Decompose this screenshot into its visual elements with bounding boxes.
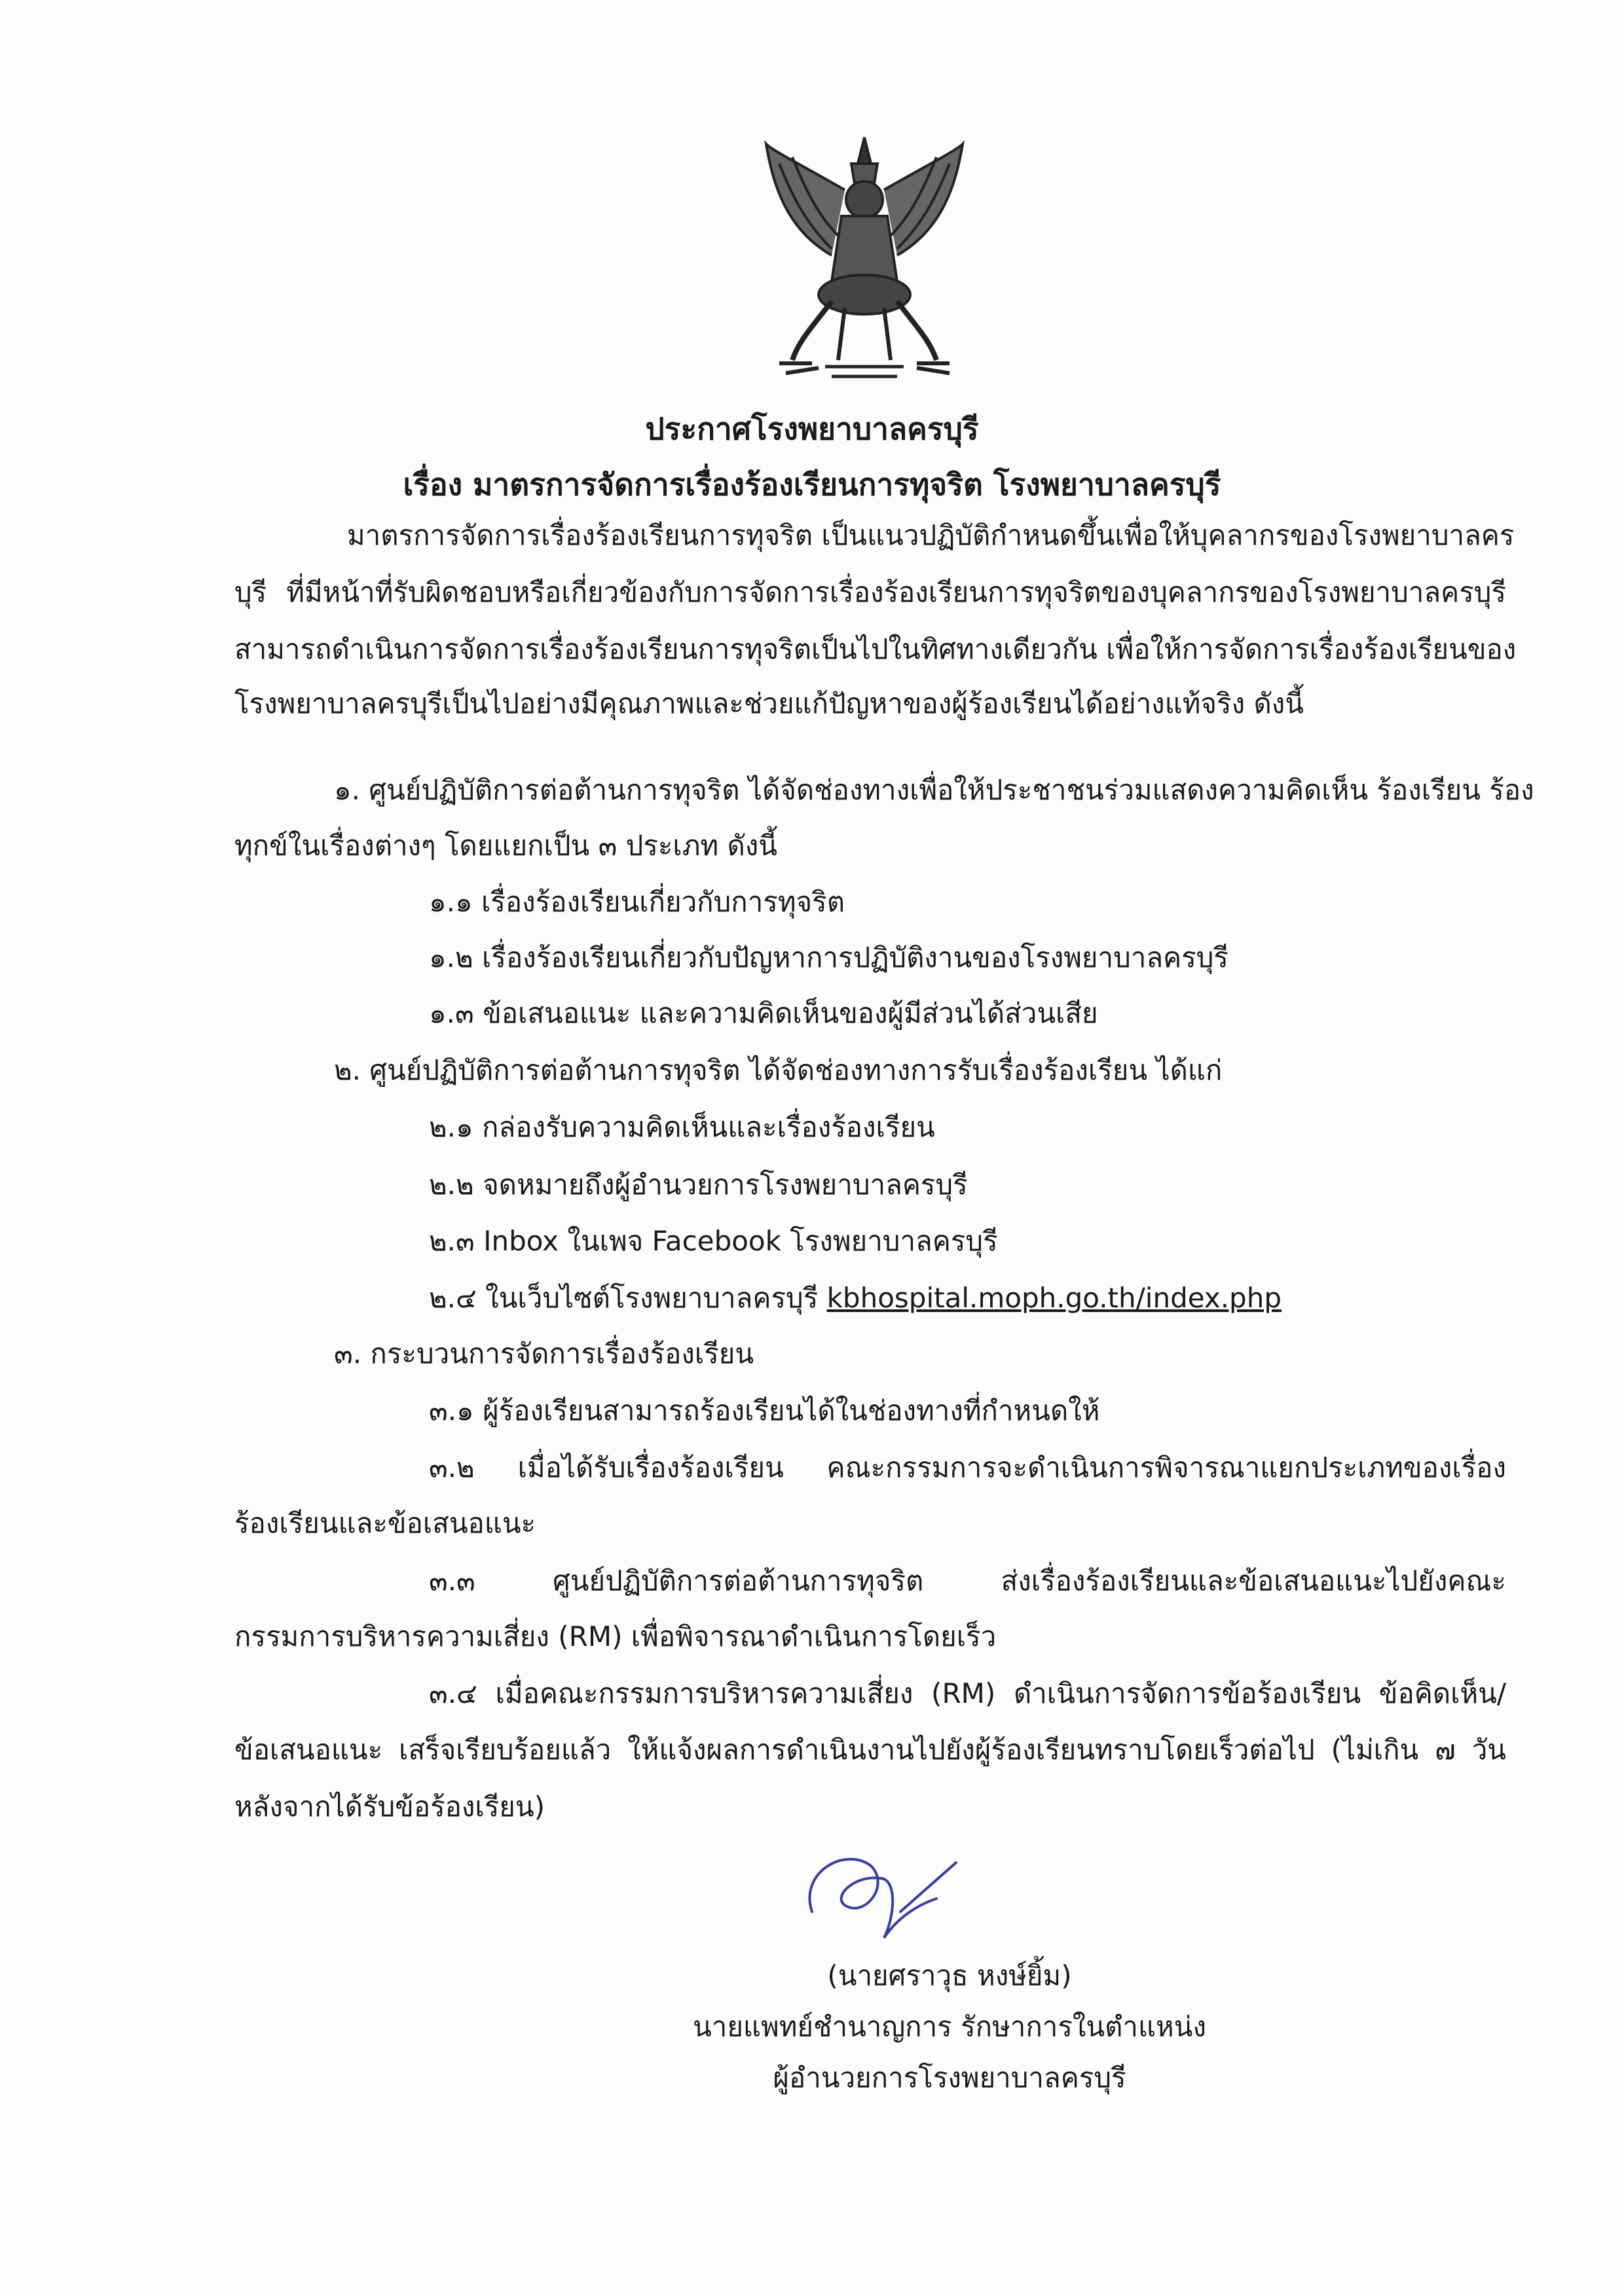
section-2-heading: ๒. ศูนย์ปฏิบัติการต่อต้านการทุจริต ได้จัดช่องทางการรับเรื่องร้องเรียน ได้แก่ bbox=[334, 1054, 1223, 1086]
section-2-item: ๒.๓ Inbox ในเพจ Facebook โรงพยาบาลครบุรี bbox=[429, 1225, 998, 1257]
section-2-item: ๒.๑ กล่องรับความคิดเห็นและเรื่องร้องเรียน bbox=[429, 1111, 935, 1143]
section-1-item: ๑.๑ เรื่องร้องเรียนเกี่ยวกับการทุจริต bbox=[429, 886, 845, 918]
signatory-position: นายแพทย์ชำนาญการ รักษาการในตำแหน่ง bbox=[693, 2011, 1206, 2043]
intro-line-3: สามารถดำเนินการจัดการเรื่องร้องเรียนการทุจริตเป็นไปในทิศทางเดียวกัน เพื่อให้การจัดการเรื่องร้องเรียนของ bbox=[234, 633, 1517, 665]
section-3-item-cont: ข้อเสนอแนะ เสร็จเรียบร้อยแล้ว ให้แจ้งผลการดำเนินงานไปยังผู้ร้องเรียนทราบโดยเร็วต่อไป (ไม่เกิน ๗ วัน bbox=[234, 1734, 1506, 1766]
document-title: ประกาศโรงพยาบาลครบุรี bbox=[645, 411, 979, 446]
section-3-item-cont: ร้องเรียนและข้อเสนอแนะ bbox=[234, 1507, 536, 1539]
hospital-website-link[interactable]: kbhospital.moph.go.th/index.php bbox=[826, 1282, 1282, 1314]
section-1-item: ๑.๒ เรื่องร้องเรียนเกี่ยวกับปัญหาการปฏิบัติงานของโรงพยาบาลครบุรี bbox=[429, 941, 1228, 974]
section-3-item: ๓.๓ ศูนย์ปฏิบัติการต่อต้านการทุจริต ส่งเรื่องร้องเรียนและข้อเสนอแนะไปยังคณะ bbox=[429, 1565, 1506, 1597]
intro-line-4: โรงพยาบาลครบุรีเป็นไปอย่างมีคุณภาพและช่วยแก้ปัญหาของผู้ร้องเรียนได้อย่างแท้จริง ดังนี้ bbox=[234, 687, 1304, 720]
section-2-item bbox=[429, 1279, 1282, 1318]
section-2-item: ๒.๒ จดหมายถึงผู้อำนวยการโรงพยาบาลครบุรี bbox=[429, 1169, 968, 1201]
section-3-item-cont: หลังจากได้รับข้อร้องเรียน) bbox=[234, 1791, 545, 1823]
section-1-item: ๑.๓ ข้อเสนอแนะ และความคิดเห็นของผู้มีส่วนได้ส่วนเสีย bbox=[429, 997, 1098, 1029]
signatory-name: (นายศราวุธ หงษ์ยิ้ม) bbox=[827, 1959, 1072, 1992]
section-3-item: ๓.๔ เมื่อคณะกรรมการบริหารความเสี่ยง (RM) ดำเนินการจัดการข้อร้องเรียน ข้อคิดเห็น/ bbox=[429, 1677, 1506, 1709]
section-1-heading: ๑. ศูนย์ปฏิบัติการต่อต้านการทุจริต ได้จัดช่องทางเพื่อให้ประชาชนร่วมแสดงความคิดเห็น ร้องเรียน ร้อง bbox=[334, 774, 1534, 806]
intro-line-1: มาตรการจัดการเรื่องร้องเรียนการทุจริต เป็นแนวปฏิบัติกำหนดขึ้นเพื่อให้บุคลากรของโรงพยาบาลคร bbox=[347, 519, 1515, 551]
section-3-heading: ๓. กระบวนการจัดการเรื่องร้องเรียน bbox=[334, 1338, 754, 1370]
section-1-heading-cont: ทุกข์ในเรื่องต่างๆ โดยแยกเป็น ๓ ประเภท ดังนี้ bbox=[234, 829, 778, 862]
signatory-office: ผู้อำนวยการโรงพยาบาลครบุรี bbox=[773, 2062, 1126, 2094]
handwritten-signature bbox=[786, 1833, 982, 1951]
section-2-item-4-label: ๒.๔ ในเว็บไซต์โรงพยาบาลครบุรี bbox=[429, 1282, 827, 1314]
garuda-emblem-icon bbox=[760, 124, 969, 386]
section-3-item-cont: กรรมการบริหารความเสี่ยง (RM) เพื่อพิจารณาดำเนินการโดยเร็ว bbox=[234, 1620, 997, 1652]
section-3-item: ๓.๒ เมื่อได้รับเรื่องร้องเรียน คณะกรรมการจะดำเนินการพิจารณาแยกประเภทของเรื่อง bbox=[429, 1451, 1506, 1484]
intro-line-2: บุรี ที่มีหน้าที่รับผิดชอบหรือเกี่ยวข้องกับการจัดการเรื่องร้องเรียนการทุจริตของบุคลากรของโรงพยาบาลครบุรี bbox=[234, 576, 1506, 608]
document-subject: เรื่อง มาตรการจัดการเรื่องร้องเรียนการทุจริต โรงพยาบาลครบุรี bbox=[403, 467, 1221, 502]
section-3-item: ๓.๑ ผู้ร้องเรียนสามารถร้องเรียนได้ในช่องทางที่กำหนดให้ bbox=[429, 1394, 1100, 1427]
